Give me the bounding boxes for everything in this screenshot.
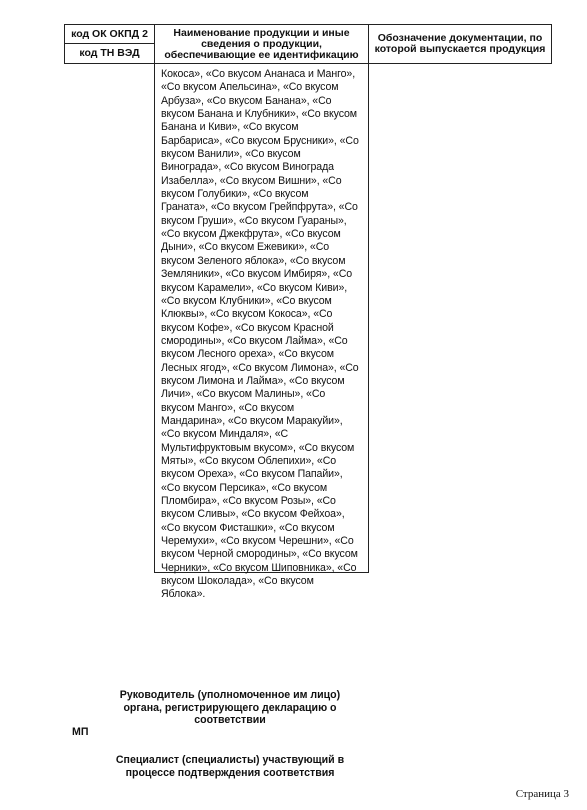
header-okpd-label: код ОК ОКПД 2 [71,27,148,40]
product-description-cell [154,63,369,601]
head-signature-label: Руководитель (уполномоченное им лицо) органа, регистрирующего декларацию о соответствии [119,689,341,726]
header-tnved-label: код ТН ВЭД [79,47,140,59]
stamp-place-label: МП [72,726,89,738]
header-cell-documentation [368,24,552,64]
header-cell-product-name [154,24,369,64]
table-header [64,24,552,64]
header-cell-tnved [64,43,155,64]
header-documentation-label: Обозначение документации, по которой выпускается продукция [374,32,546,55]
product-description-text: Кокоса», «Со вкусом Ананаса и Манго», «Со вкусом Апельсина», «Со вкусом Арбуза», «Со вкусом Банана», «Со вкусом Банана и Клубники», «Со вкусом Банана и Киви», «Со вкусом Барбариса», «Со вкусом Брусники», «Со вкусом Ванили», «Со вкусом Винограда», «Со вкусом Винограда Изабелла», «Со вкусом Вишни», «Со вкусом Голубики», «Со вкусом Граната», «Со вкусом Грейпфрута», «Со вкусом Груши», «Со вкусом Гуараны», «Со вкусом Джекфрута», «Со вкусом Дыни», «Со вкусом Ежевики», «Со вкусом Зеленого яблока», «Со вкусом Земляники», «Со вкусом Имбиря», «Со вкусом Карамели», «Со вкусом Киви», «Со вкусом Клубники», «Со вкусом Клюквы», «Со вкусом Кокоса», «Со вкусом Кофе», «Со вкусом Красной смородины», «Со вкусом Лайма», «Со вкусом Лесного ореха», «Со вкусом Лесных ягод», «Со вкусом Лимона», «Со вкусом Лимона и Лайма», «Со вкусом Личи», «Со вкусом Малины», «Со вкусом Манго», «Со вкусом Мандарина», «Со вкусом Маракуйи», «Со вкусом Миндаля», «С Мультифруктовым вкусом», «Со вкусом Мяты», «Со вкусом Облепихи», «Со вкусом Ореха», «Со вкусом Папайи», «Со вкусом Персика», «Со вкусом Пломбира», «Со вкусом Розы», «Со вкусом Сливы», «Со вкусом Фейхоа», «Со вкусом Фисташки», «Со вкусом Черемухи», «Со вкусом Черешни», «Со вкусом Черной смородины», «Со вкусом Черники», «Со вкусом Шиповника», «Со вкусом Шоколада», «Со вкусом Яблока». [161,68,359,601]
page-number: Страница 3 [515,788,569,800]
header-product-name-label: Наименование продукции и иные сведения о продукции, обеспечивающие ее идентификацию [164,26,359,61]
specialist-signature-label: Специалист (специалисты) участвующий в процессе подтверждения соответствия [115,754,345,779]
header-cell-okpd [64,24,155,44]
